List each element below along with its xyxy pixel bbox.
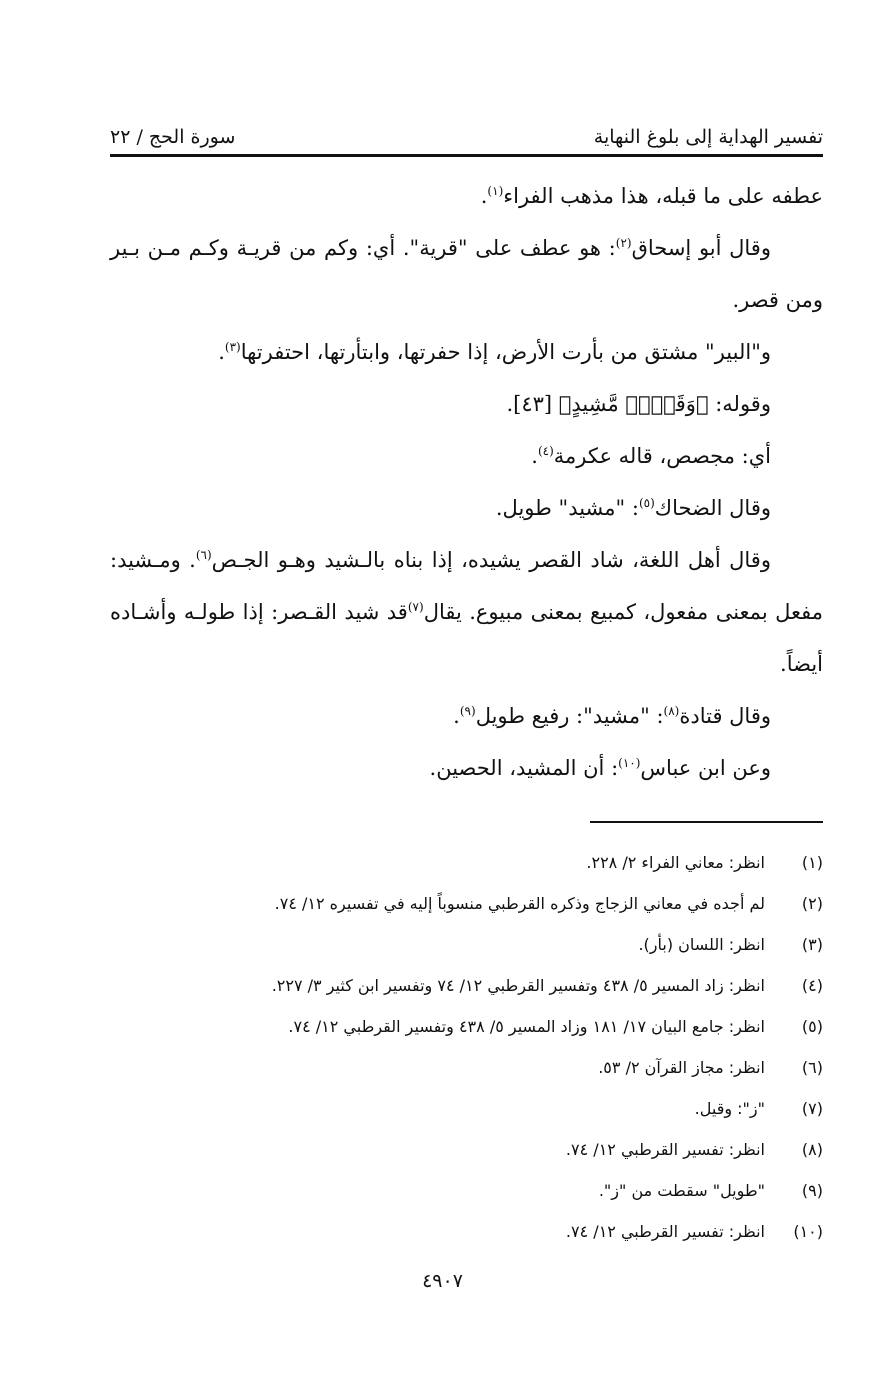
text-run: : أن المشيد، الحصين. xyxy=(429,756,619,780)
main-text xyxy=(110,170,823,794)
footnote-separator xyxy=(590,821,823,823)
footnote-number: (٧) xyxy=(801,1099,823,1118)
paragraph-3 xyxy=(110,326,823,378)
line: وقوله: ﴿وَقَصۡرٖ مَّشِيدٍ﴾ [٤٣]. xyxy=(506,392,771,416)
text-run: . xyxy=(531,444,538,468)
footnote-number: (٨) xyxy=(801,1140,823,1159)
line: ومن قصر. xyxy=(732,288,823,312)
paragraph-5 xyxy=(110,430,823,482)
line xyxy=(110,222,771,274)
text-run: : هو عطف على "قرية". أي: وكم من قريـة وكـم مـن بـير xyxy=(110,236,616,260)
text-run: وقال أبو إسحاق xyxy=(631,236,771,260)
text-run: . xyxy=(480,184,488,208)
footnote-item xyxy=(110,965,823,1006)
text-run: أي: مجصص، قاله عكرمة xyxy=(553,444,771,468)
paragraph-6 xyxy=(110,482,823,534)
footnote-text: لم أجده في معاني الزجاج وذكره القرطبي منسوباً إليه في تفسيره ١٢/ ٧٤. xyxy=(274,894,765,913)
text-run: : "مشيد" طويل. xyxy=(495,496,639,520)
footnote-item xyxy=(110,1170,823,1211)
footnote-item xyxy=(110,1211,823,1252)
footnote-text: "طويل" سقطت من "ز". xyxy=(598,1181,765,1200)
footnote-text: انظر: اللسان (بأر). xyxy=(638,935,765,954)
footnote-ref[interactable]: (٩) xyxy=(459,704,476,718)
paragraph-9 xyxy=(110,742,823,794)
footnote-item xyxy=(110,883,823,924)
footnote-item xyxy=(110,1006,823,1047)
footnote-number: (٩) xyxy=(801,1181,823,1200)
text-run: . xyxy=(453,704,460,728)
footnote-number: (٥) xyxy=(801,1017,823,1036)
footnote-number: (٣) xyxy=(801,935,823,954)
text-run: وقال الضحاك xyxy=(654,496,771,520)
line xyxy=(110,326,771,378)
footnote-text: "ز": وقيل. xyxy=(694,1099,765,1118)
surah-label: سورة الحج / ٢٢ xyxy=(110,126,236,148)
line xyxy=(110,586,823,638)
text-run: . xyxy=(218,340,225,364)
text-run: . ومـشيد: xyxy=(110,548,196,572)
paragraph-8 xyxy=(110,690,823,742)
book-title: تفسير الهداية إلى بلوغ النهاية xyxy=(593,126,823,148)
line xyxy=(110,430,771,482)
footnote-item xyxy=(110,1088,823,1129)
paragraph-7 xyxy=(110,534,823,586)
footnotes xyxy=(110,842,823,1252)
footnote-ref[interactable]: (٥) xyxy=(638,496,655,510)
footnote-text: انظر: مجاز القرآن ٢/ ٥٣. xyxy=(598,1058,765,1077)
footnote-number: (٦) xyxy=(801,1058,823,1077)
footnote-text: انظر: تفسير القرطبي ١٢/ ٧٤. xyxy=(565,1222,765,1241)
footnote-ref[interactable]: (١) xyxy=(487,184,504,198)
paragraph-4-quran-verse xyxy=(110,378,823,430)
footnote-ref[interactable]: (٨) xyxy=(663,704,680,718)
text-run: : "مشيد": رفيع طويل xyxy=(475,704,664,728)
text-run: و"البير" مشتق من بأرت الأرض، إذا حفرتها، وابتأرتها، احتفرتها xyxy=(240,340,771,364)
page-number: ٤٩٠٧ xyxy=(422,1270,463,1292)
footnote-text: انظر: زاد المسير ٥/ ٤٣٨ وتفسير القرطبي ١٢/ ٧٤ وتفسير ابن كثير ٣/ ٢٢٧. xyxy=(271,976,765,995)
footnote-ref[interactable]: (٣) xyxy=(224,340,241,354)
footnote-item xyxy=(110,1129,823,1170)
paragraph-7-continued xyxy=(110,586,823,690)
line: أيضاً. xyxy=(780,652,823,676)
line xyxy=(110,742,771,794)
footnote-number: (١) xyxy=(801,853,823,872)
footnote-ref[interactable]: (٤) xyxy=(537,444,554,458)
footnote-item xyxy=(110,842,823,883)
footnote-text: انظر: معاني الفراء ٢/ ٢٢٨. xyxy=(586,853,765,872)
text-run: وعن ابن عباس xyxy=(640,756,771,780)
text-run: وقال قتادة xyxy=(679,704,771,728)
footnote-ref[interactable]: (٢) xyxy=(615,236,632,250)
line xyxy=(110,482,771,534)
text-run: مفعل بمعنى مفعول، كمبيع بمعنى مبيوع. يقال xyxy=(423,600,823,624)
footnote-text: انظر: جامع البيان ١٧/ ١٨١ وزاد المسير ٥/ ٤٣٨ وتفسير القرطبي ١٢/ ٧٤. xyxy=(288,1017,765,1036)
footnote-ref[interactable]: (٧) xyxy=(407,600,424,614)
running-header xyxy=(110,112,823,157)
footnote-number: (٤) xyxy=(801,976,823,995)
footnote-item xyxy=(110,924,823,965)
footnote-number: (٢) xyxy=(801,894,823,913)
footnote-ref[interactable]: (٦) xyxy=(195,548,212,562)
text-run: وقال أهل اللغة، شاد القصر يشيده، إذا بناه بالـشيد وهـو الجـص xyxy=(211,548,771,572)
paragraph-2 xyxy=(110,222,823,274)
footnote-ref[interactable]: (١٠) xyxy=(618,756,641,770)
text-run: قد شيد القـصر: إذا طولـه وأشـاده xyxy=(110,600,408,624)
footnote-item xyxy=(110,1047,823,1088)
footnote-number: (١٠) xyxy=(793,1222,823,1241)
footnote-text: انظر: تفسير القرطبي ١٢/ ٧٤. xyxy=(565,1140,765,1159)
line xyxy=(110,690,771,742)
line xyxy=(110,534,771,586)
paragraph-2-continued xyxy=(110,274,823,326)
line xyxy=(110,170,823,222)
paragraph-1 xyxy=(110,170,823,222)
text-run: عطفه على ما قبله، هذا مذهب الفراء xyxy=(503,184,823,208)
